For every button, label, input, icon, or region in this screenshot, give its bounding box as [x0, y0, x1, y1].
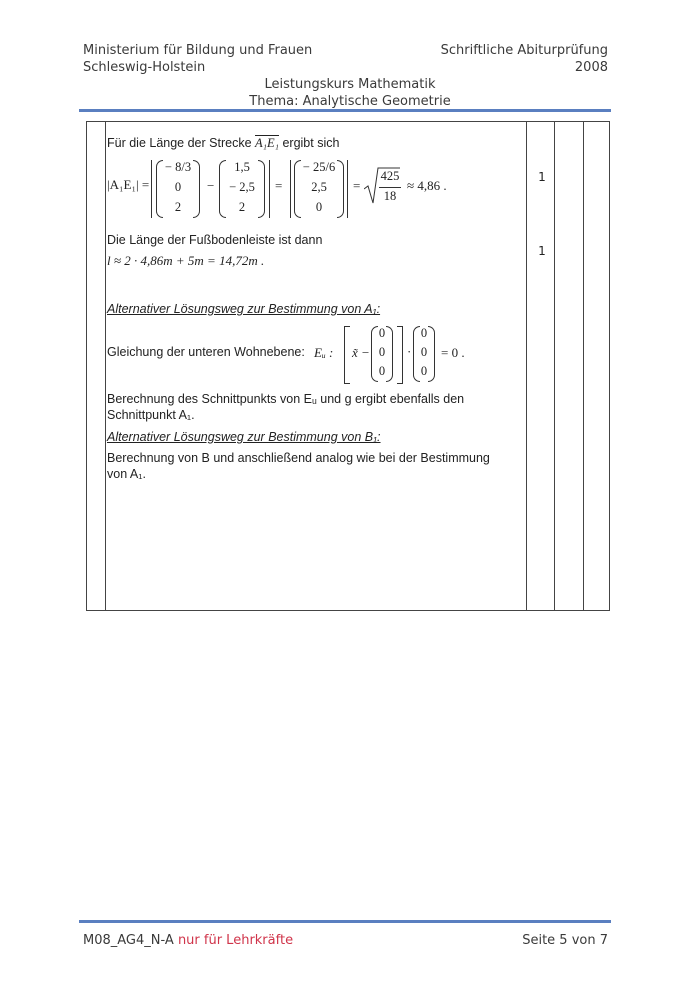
- footer-left: [83, 933, 293, 948]
- table-divider: [554, 122, 555, 610]
- baseboard-formula: l ≈ 2 · 4,86m + 5m = 14,72m .: [107, 253, 265, 268]
- plane-tail: = 0 .: [441, 345, 465, 360]
- ministry-state: Schleswig-Holstein: [83, 60, 206, 75]
- intersection-text-1: Berechnung des Schnittpunkts von Eᵤ und g ergibt ebenfalls den: [107, 392, 465, 406]
- baseboard-text: Die Länge der Fußbodenleiste ist dann: [107, 233, 323, 247]
- points-cell: 1: [538, 244, 546, 258]
- sqrt-numerator: 425: [380, 169, 400, 183]
- vector-2: 1,5 − 2,5 2: [219, 160, 265, 218]
- header-rule: [79, 109, 611, 112]
- plane-variable: x̃ −: [352, 345, 370, 360]
- abs-label: |A₁E₁| =: [107, 177, 150, 192]
- points-cell: 1: [538, 170, 546, 184]
- alt-heading-b: Alternativer Lösungsweg zur Bestimmung von B₁:: [107, 430, 381, 444]
- header-right: [441, 42, 608, 76]
- audience-note: nur für Lehrkräfte: [177, 933, 294, 948]
- header-center: [0, 76, 700, 110]
- document-code: M08_AG4_N-A: [83, 933, 174, 948]
- exam-title: Schriftliche Abiturprüfung: [440, 43, 608, 58]
- table-divider: [526, 122, 527, 610]
- normal-vector: 0 0 0: [413, 326, 435, 382]
- length-intro: Für die Länge der Strecke A₁E₁ ergibt sich: [107, 136, 340, 150]
- header-left: [83, 42, 312, 76]
- analog-text-1: Berechnung von B und anschließend analog wie bei der Bestimmung: [107, 451, 490, 465]
- bracket-left: [344, 326, 350, 384]
- approx-result: ≈ 4,86 .: [407, 178, 447, 193]
- zero-vector: 0 0 0: [371, 326, 393, 382]
- segment-label: A₁E₁: [255, 136, 279, 150]
- abs-bar-left: [151, 160, 152, 218]
- intersection-text-2: Schnittpunkt A₁.: [107, 408, 195, 422]
- course-name: Leistungskurs Mathematik: [264, 77, 436, 92]
- vector-3: − 25/6 2,5 0: [294, 160, 344, 218]
- alt-heading-a: Alternativer Lösungsweg zur Bestimmung von A₁:: [107, 302, 381, 316]
- exam-year: 2008: [574, 60, 608, 75]
- page-number: Seite 5 von 7: [522, 933, 608, 948]
- ministry-name: Ministerium für Bildung und Frauen: [83, 43, 313, 58]
- plane-label: Gleichung der unteren Wohnebene:: [107, 345, 305, 359]
- fraction-line: [379, 187, 401, 188]
- abs-bar-right: [269, 160, 270, 218]
- table-divider: [105, 122, 106, 610]
- vector-1: − 8/3 0 2: [156, 160, 200, 218]
- bracket-right: [397, 326, 403, 384]
- abs-bar-right: [347, 160, 348, 218]
- analog-text-2: von A₁.: [107, 467, 146, 481]
- table-divider: [583, 122, 584, 610]
- topic-name: Thema: Analytische Geometrie: [249, 94, 451, 109]
- abs-bar-left: [290, 160, 291, 218]
- footer-rule: [79, 920, 611, 923]
- sqrt-denominator: 18: [383, 189, 397, 203]
- plane-symbol: Eᵤ :: [314, 345, 334, 360]
